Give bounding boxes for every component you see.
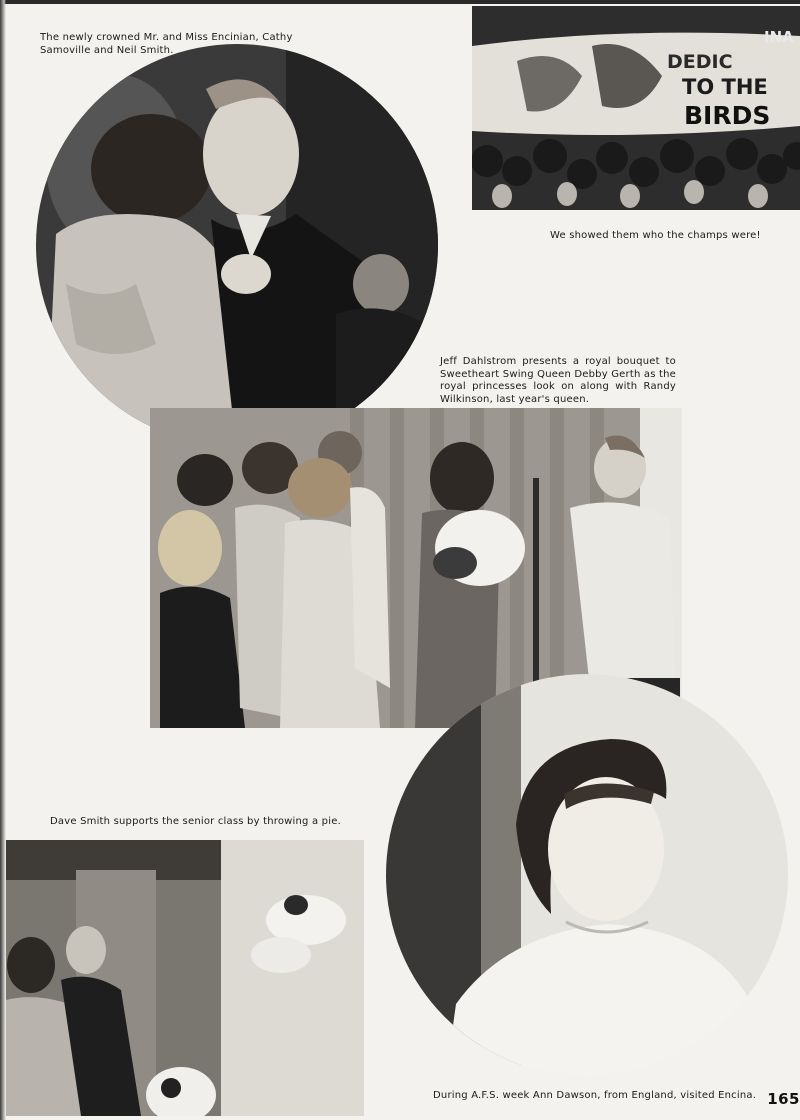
photo-ann-dawson (386, 674, 788, 1076)
banner-text-corner: INA (764, 28, 794, 46)
banner-text-birds: BIRDS (684, 101, 771, 130)
caption-afs: During A.F.S. week Ann Dawson, from England, visited Encina. (433, 1090, 757, 1101)
photo-mr-miss-encinian (36, 44, 438, 446)
banner-text-to-the: TO THE (682, 75, 768, 99)
photo-pie-throwing (6, 840, 364, 1116)
page-number: 165 (767, 1090, 800, 1108)
caption-crowned: The newly crowned Mr. and Miss Encinian, Cathy Samoville and Neil Smith. (40, 32, 293, 56)
banner-text-dedic: DEDIC (667, 51, 733, 73)
page-top-edge (0, 0, 800, 4)
caption-bouquet: Jeff Dahlstrom presents a royal bouquet to Sweetheart Swing Queen Debby Gerth as the royal princesses look on along with Randy Wilkinson, last year's queen. (440, 356, 677, 405)
caption-pie: Dave Smith supports the senior class by throwing a pie. (50, 816, 341, 827)
caption-champs: We showed them who the champs were! (550, 230, 761, 241)
photo-pep-rally-crowd (472, 6, 800, 210)
